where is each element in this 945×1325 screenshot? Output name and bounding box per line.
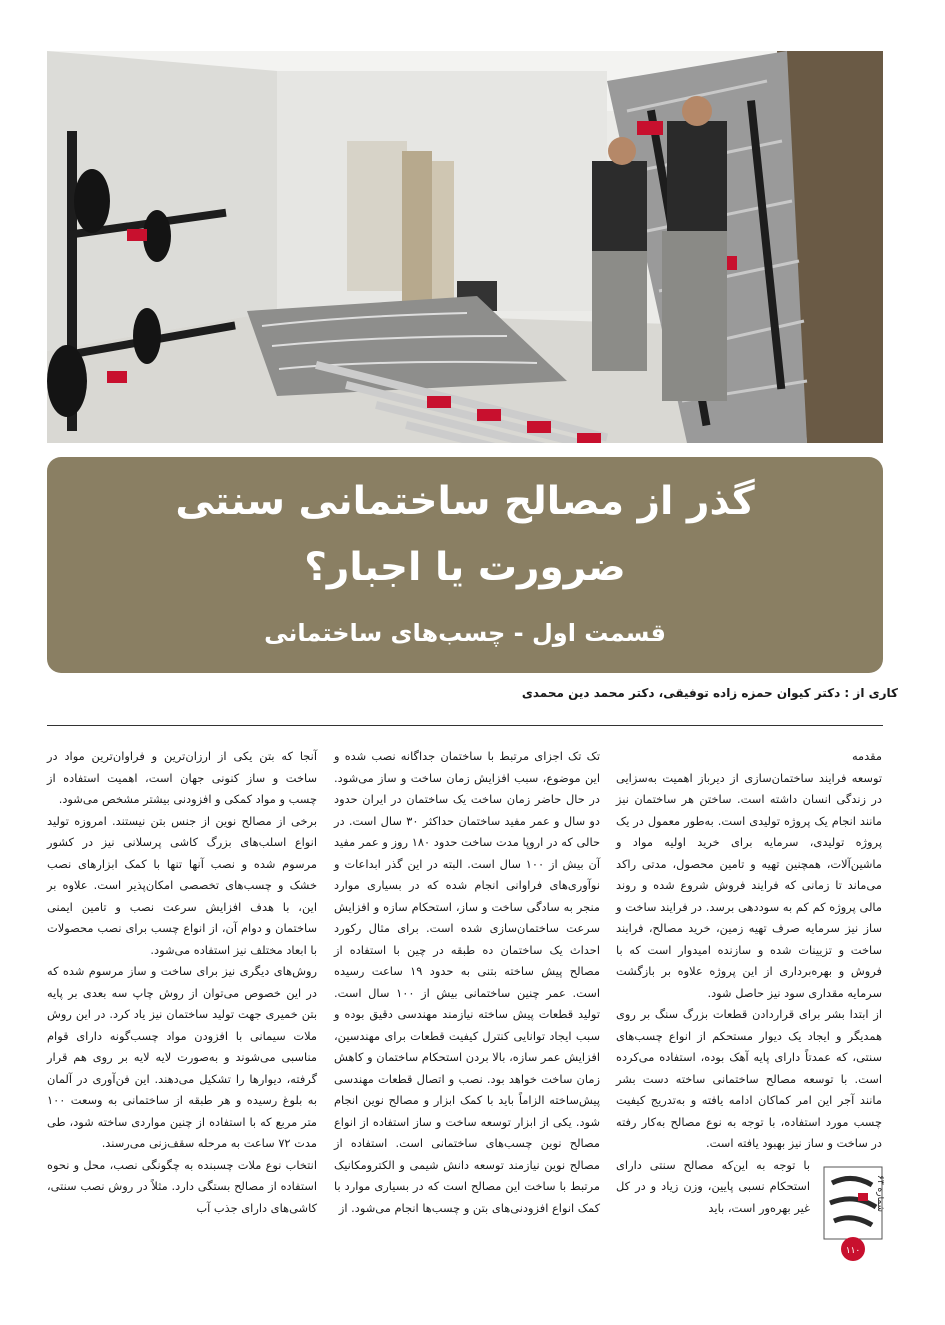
- paragraph: از ابتدا بشر برای قراردادن قطعات بزرگ سنگ بر روی همدیگر و ایجاد یک دیوار مستحکم از انواع چسب‌های سنتی، که عمدتاً دارای پایه آهک بوده، استفاده می‌کرده است. با توسعه مصالح ساختمانی ساخته دست بشر مانند آجر این امر کماکان ادامه یافته و به‌تدریج کیفیت چسب مورد استفاده، با توجه به نوع مصالح به‌کار رفته در ساخت و ساز نیز بهبود یافته است.: [616, 1007, 882, 1150]
- text-column-middle: [334, 746, 600, 1219]
- paragraph: برخی از مصالح نوین از جنس بتن نیستند. امروزه تولید انواع اسلب‌های بزرگ کاشی پرسلانی نیز در کشور مرسوم شده و نصب آنها تنها با کمک ابزارهای نصب خشک و چسب‌های تخصصی امکان‌پذیر است. علاوه بر این، با هدف افزایش سرعت نصب و تامین ایمنی ساختمان و دوام آن، از انواع چسب برای نصب محصولات با ابعاد مختلف نیز استفاده می‌شود.: [47, 813, 317, 957]
- article-title-question: ضرورت یا اجبار؟: [304, 545, 626, 590]
- paragraph: توسعه فرایند ساختمان‌سازی از دیرباز اهمیت به‌سزایی در زندگی انسان داشته است. ساختن هر ساختمان نیز مانند انجام یک پروژه تولیدی است. به‌طور معمول در یک پروژه تولیدی، سرمایه برای خرید اولیه مواد و ماشین‌آلات، همچنین تهیه و تامین محصول، مدتی راکد می‌ماند تا زمانی که فرایند فروش شروع شده و روند مالی پروژه کم کم به سوددهی برسد. در فرایند ساخت و ساز نیز سرمایه صرف تهیه زمین، خرید مصالح، فرایند ساخت و تزیینات شده و سازنده امیدوار است که با فروش و بهره‌برداری از این پروژه علاوه بر بازگشت سرمایه مقداری سود نیز حاصل شود.: [616, 770, 882, 1000]
- text-column-right: [616, 746, 882, 1219]
- divider: [47, 725, 883, 726]
- page-number: ۱۱۰: [845, 1246, 861, 1256]
- header-photo: [47, 51, 883, 443]
- paragraph: با توجه به این‌که مصالح سنتی دارای استحکام نسبی پایین، وزن زیاد و در کل غیر بهره‌ور است، باید: [616, 1157, 810, 1215]
- byline: کاری از : دکتر کیوان حمزه زاده توفیقی، دکتر محمد دین محمدی: [521, 686, 898, 700]
- paragraph: تک تک اجزای مرتبط با ساختمان جداگانه نصب شده و این موضوع، سبب افزایش زمان ساخت و ساز می‌شود. در حال حاضر زمان ساخت یک ساختمان در ایران حدود دو سال و عمر مفید ساختمان حداکثر ۳۰ سال است. در حالی که در اروپا مدت ساخت حدود ۱۸۰ روز و عمر مفید آن بیش از ۱۰۰ سال است. البته در این گذر ابداعات و نوآوری‌های فراوانی انجام شده که در بسیاری موارد منجر به سادگی ساخت و ساز، استحکام سازه و افزایش سرعت ساختمان‌سازی شده است. برای مثال رکورد احداث یک ساختمان ده طبقه در چین با استفاده از مصالح پیش ساخته بتنی به حدود ۱۹ ساعت رسیده است. عمر چنین ساختمانی بیش از ۱۰۰ سال است. تولید قطعات پیش ساخته نیازمند مهندسی دقیق بوده و سبب ایجاد توانایی کنترل کیفیت قطعات برای مهندسین، افزایش عمر سازه، بالا بردن استحکام ساختمان و کاهش زمان ساخت خواهد بود. نصب و اتصال قطعات مهندسی پیش‌ساخته الزاماً باید با کمک ابزار و مصالح نوین انجام شود. یکی از ابزار توسعه ساخت و ساز استفاده از انواع مصالح نوین چسب‌های ساختمانی است. استفاده از مصالح نوین نیازمند توسعه دانش شیمی و الکترومکانیک مرتبط با ساخت این مصالح است که در بسیاری موارد با کمک انواع افزودنی‌های بتن و چسب‌ها انجام می‌شود. از: [334, 749, 601, 1215]
- magazine-logo: [822, 1163, 884, 1263]
- text-column-left: [47, 746, 317, 1219]
- article-title: گذر از مصالح ساختمانی سنتی: [175, 479, 755, 524]
- section-heading: مقدمه: [851, 749, 882, 763]
- paragraph: آنجا که بتن یکی از ارزان‌ترین و فراوان‌ترین مواد در ساخت و ساز کنونی جهان است، اهمیت استفاده از چسب و مواد کمکی و افزودنی بیشتر مشخص می‌شود.: [47, 749, 317, 806]
- paragraph: روش‌های دیگری نیز برای ساخت و ساز مرسوم شده که در این خصوص می‌توان از روش چاپ سه بعدی بر پایه بتن خمیری جهت تولید ساختمان نیز یاد کرد. در این روش ملات سیمانی با افزودن مواد چسب‌گونه دارای قوام مناسبی می‌شوند و به‌صورت لایه لایه بر روی هم قرار گرفته، دیوارها را تشکیل می‌دهند. این فن‌آوری در آلمان به بلوغ رسیده و هر طبقه از ساختمانی به وسعت ۱۰۰ متر مربع که با استفاده از چنین مواردی ساخته شود، طی مدت ۷۲ ساعت به مرحله سقف‌زنی می‌رسند.: [47, 964, 317, 1150]
- article-subtitle: قسمت اول - چسب‌های ساختمانی: [264, 619, 666, 647]
- title-box: [47, 457, 883, 673]
- issue-label: شماره ۶۳: [875, 1175, 884, 1213]
- paragraph: انتخاب نوع ملات چسبنده به چگونگی نصب، محل و نحوه استفاده از مصالح بستگی دارد. مثلاً در روش نصب سنتی، کاشی‌های دارای جذب آب: [47, 1157, 317, 1215]
